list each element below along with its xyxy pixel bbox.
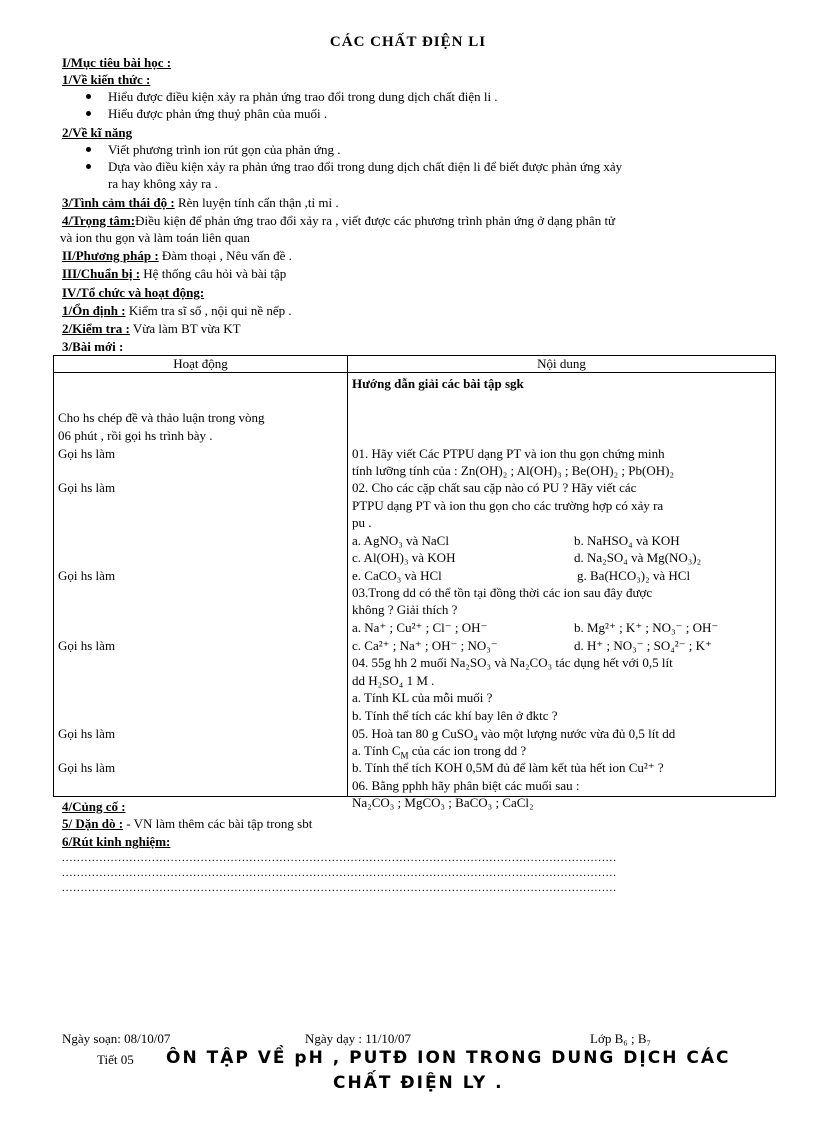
activity-line: Gọi hs làm — [58, 638, 116, 653]
section-stabilize: 1/Ổn định : Kiểm tra sĩ số , nội qui nề nếp . — [62, 303, 292, 318]
q2-option-d: d. Na₂SO₄ và Mg(NO₃)₂ — [574, 550, 702, 565]
q2-option-g: g. Ba(HCO₃)₂ và HCl — [577, 568, 691, 583]
section-consolidate: 4/Củng cố : — [62, 799, 126, 814]
activity-line: Gọi hs làm — [58, 446, 116, 461]
footer-teach-date: Ngày dạy : 11/10/07 — [305, 1031, 412, 1046]
activity-cell — [54, 373, 348, 797]
table-header-content: Nội dung — [348, 356, 776, 373]
activity-line: Gọi hs làm — [58, 480, 116, 495]
footer-prep-date: Ngày soạn: 08/10/07 — [62, 1031, 171, 1046]
activity-line: Cho hs chép đề và thảo luận trong vòng — [58, 410, 265, 425]
knowledge-item-2: Hiểu được phản ứng thuỷ phân của muối . — [108, 106, 328, 121]
table-header-activity: Hoạt động — [54, 356, 348, 373]
q2-option-c: c. Al(OH)₃ và KOH — [352, 550, 456, 565]
activity-line: Gọi hs làm — [58, 726, 116, 741]
question-4: 04. 55g hh 2 muối Na₂SO₃ và Na₂CO₃ tác dụng hết với 0,5 lít — [352, 655, 673, 670]
knowledge-item-1: Hiểu được điều kiện xảy ra phản ứng trao đổi trong dung dịch chất điện li . — [108, 89, 498, 104]
question-3: 03.Trong dd có thể tồn tại đồng thời các ion sau đây được — [352, 585, 653, 600]
dotted-line: .................................................................................................................................................... — [62, 852, 617, 864]
section-new-lesson: 3/Bài mới : — [62, 339, 124, 354]
q3-option-b: b. Mg²⁺ ; K⁺ ; NO₃⁻ ; OH⁻ — [574, 620, 719, 635]
q2-option-e: e. CaCO₃ và HCl — [352, 568, 442, 583]
table-row — [54, 373, 776, 797]
content-heading: Hướng dẫn giải các bài tập sgk — [352, 376, 524, 391]
next-lesson-title-cont: CHẤT ĐIỆN LY . — [333, 1073, 504, 1093]
section-focus-cont: và ion thu gọn và làm toán liên quan — [60, 230, 250, 245]
section-reflection: 6/Rút kinh nghiệm: — [62, 834, 171, 849]
question-2-cont: pu . — [352, 515, 372, 530]
bullet-icon — [86, 88, 94, 96]
activity-line: 06 phút , rồi gọi hs trình bày . — [58, 428, 213, 443]
section-prep: III/Chuẩn bị : Hệ thống câu hỏi và bài tập — [62, 266, 287, 281]
dotted-line: .................................................................................................................................................... — [62, 882, 617, 894]
bullet-icon — [86, 105, 94, 113]
question-6: 06. Bằng pphh hãy phân biệt các muối sau : — [352, 778, 580, 793]
section-organization: IV/Tổ chức và hoạt động: — [62, 285, 205, 300]
next-lesson-title: ÔN TẬP VỀ pH , PUTĐ ION TRONG DUNG DỊCH CÁC — [166, 1048, 731, 1068]
section-method: II/Phương pháp : Đàm thoại , Nêu vấn đề . — [62, 248, 292, 263]
question-1: 01. Hãy viết Các PTPU dạng PT và ion thu gọn chứng minh — [352, 446, 665, 461]
section-objectives: I/Mục tiêu bài học : — [62, 55, 172, 70]
q2-option-b: b. NaHSO₄ và KOH — [574, 533, 680, 548]
question-6-cont: Na₂CO₃ ; MgCO₃ ; BaCO₃ ; CaCl₂ — [352, 795, 534, 810]
footer-period: Tiết 05 — [97, 1052, 134, 1067]
activity-line: Gọi hs làm — [58, 760, 116, 775]
skills-item-1: Viết phương trình ion rút gọn của phản ứng . — [108, 142, 341, 157]
question-5-a: a. Tính $C_M$ của các ion trong dd ? — [352, 743, 527, 761]
q3-option-a: a. Na⁺ ; Cu²⁺ ; Cl⁻ ; OH⁻ — [352, 620, 488, 635]
skills-item-2: Dựa vào điều kiện xảy ra phản ứng trao đổi trong dung dịch chất điện li để biết được phản ứng xảy — [108, 159, 623, 174]
question-1-cont: tính lưỡng tính của : Zn(OH)₂ ; Al(OH)₃ ; Be(OH)₂ ; Pb(OH)₂ — [352, 463, 674, 478]
section-knowledge: 1/Về kiến thức : — [62, 72, 151, 87]
page-title: CÁC CHẤT ĐIỆN LI — [329, 34, 487, 50]
section-focus: 4/Trọng tâm:Điều kiện để phản ứng trao đổi xảy ra , viết được các phương trình phản ứng ở dạng phân tử — [62, 213, 616, 228]
section-check: 2/Kiểm tra : Vừa làm BT vừa KT — [62, 321, 241, 336]
activity-line: Gọi hs làm — [58, 568, 116, 583]
skills-item-2-cont: ra hay không xảy ra . — [108, 176, 218, 191]
q3-option-d: d. H⁺ ; NO₃⁻ ; SO₄²⁻ ; K⁺ — [574, 638, 712, 653]
dotted-line: .................................................................................................................................................... — [62, 867, 617, 879]
question-3-cont: không ? Giải thích ? — [352, 602, 458, 617]
section-homework: 5/ Dặn dò : - VN làm thêm các bài tập trong sbt — [62, 816, 313, 831]
question-4-b: b. Tính thể tích các khí bay lên ở đktc ? — [352, 708, 558, 723]
question-4-a: a. Tính KL của mỗi muối ? — [352, 690, 493, 705]
bullet-icon — [86, 158, 94, 166]
content-cell — [348, 373, 776, 810]
question-5-b: b. Tính thể tích KOH 0,5M đủ để làm kết tủa hết ion Cu²⁺ ? — [352, 760, 664, 775]
q2-option-a: a. AgNO₃ và NaCl — [352, 533, 449, 548]
footer-class: Lớp B₆ ; B₇ — [590, 1031, 652, 1046]
question-5: 05. Hoà tan 80 g CuSO₄ vào một lượng nước vừa đủ 0,5 lít dd — [352, 726, 676, 741]
question-2: 02. Cho các cặp chất sau cặp nào có PU ? Hãy viết các — [352, 480, 637, 495]
bullet-icon — [86, 141, 94, 149]
section-attitude: 3/Tình cảm thái độ : Rèn luyện tính cẩn thận ,tỉ mỉ . — [62, 195, 339, 210]
table-header-row — [54, 356, 776, 373]
section-skills: 2/Về kĩ năng — [62, 125, 133, 140]
question-4-cont: dd H₂SO₄ 1 M . — [352, 673, 435, 688]
question-2-cont: PTPU dạng PT và ion thu gọn cho các trường hợp có xảy ra — [352, 498, 664, 513]
q3-option-c: c. Ca²⁺ ; Na⁺ ; OH⁻ ; NO₃⁻ — [352, 638, 498, 653]
